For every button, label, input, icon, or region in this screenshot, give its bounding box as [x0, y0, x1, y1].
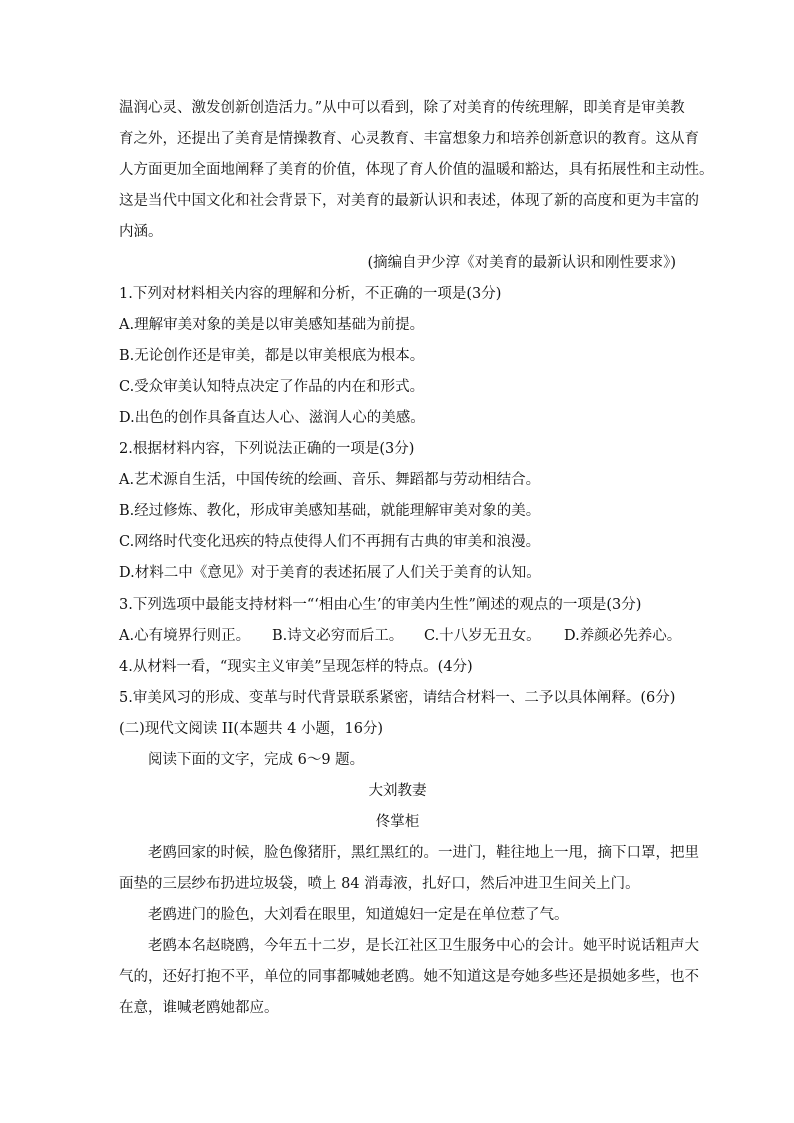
- question-3-option-d: D.养颜必先养心。: [564, 628, 682, 644]
- source-citation: (摘编自尹少淳《对美育的最新认识和刚性要求》): [367, 255, 676, 271]
- paragraph-line: 育之外，还提出了美育是情操教育、心灵教育、丰富想象力和培养创新意识的教育。这从育: [119, 131, 699, 147]
- question-1-stem: 1.下列对材料相关内容的理解和分析，不正确的一项是(3分): [119, 286, 502, 302]
- section-heading: (二)现代文阅读 II(本题共 4 小题，16分): [119, 721, 384, 737]
- story-paragraph-line: 老鸥回家的时候，脸色像猪肝，黑红黑红的。一进门，鞋往地上一甩，摘下口罩，把里: [148, 845, 699, 861]
- question-4-stem: 4.从材料一看，“现实主义审美”呈现怎样的特点。(4分): [119, 659, 473, 675]
- story-title: 大刘教妻: [368, 783, 427, 799]
- question-2-option-a: A.艺术源自生活，中国传统的绘画、音乐、舞蹈都与劳动相结合。: [119, 472, 541, 488]
- story-paragraph-line: 老鸥进门的脸色，大刘看在眼里，知道媳妇一定是在单位惹了气。: [148, 907, 569, 923]
- question-3-option-b: B.诗文必穷而后工。: [272, 628, 404, 644]
- paragraph-line: 内涵。: [119, 224, 163, 240]
- question-1-option-c: C.受众审美认知特点决定了作品的内在和形式。: [119, 379, 425, 395]
- question-2-stem: 2.根据材料内容，下列说法正确的一项是(3分): [119, 441, 415, 457]
- question-3-stem: 3.下列选项中最能支持材料一“‘相由心生’的审美内生性”阐述的观点的一项是(3分): [119, 597, 642, 613]
- story-paragraph-line: 老鸥本名赵晓鸥，今年五十二岁，是长江社区卫生服务中心的会计。她平时说话粗声大: [148, 938, 699, 954]
- paragraph-line: 这是当代中国文化和社会背景下，对美育的最新认识和表述，体现了新的高度和更为丰富的: [119, 193, 699, 209]
- question-1-option-d: D.出色的创作具备直达人心、滋润人心的美感。: [119, 410, 425, 426]
- question-2-option-c: C.网络时代变化迅疾的特点使得人们不再拥有古典的审美和浪漫。: [119, 534, 541, 550]
- question-1-option-a: A.理解审美对象的美是以审美感知基础为前提。: [119, 317, 425, 333]
- question-3-option-c: C.十八岁无丑女。: [424, 628, 541, 644]
- story-author: 佟掌柜: [375, 814, 420, 830]
- question-3-option-a: A.心有境界行则正。: [119, 628, 251, 644]
- question-2-option-d: D.材料二中《意见》对于美育的表述拓展了人们关于美育的认知。: [119, 565, 541, 581]
- story-paragraph-line: 气的，还好打抱不平，单位的同事都喊她老鸥。她不知道这是夸她多些还是损她多些，也不: [119, 969, 699, 985]
- section-instruction: 阅读下面的文字，完成 6～9 题。: [148, 752, 365, 768]
- question-2-option-b: B.经过修炼、教化，形成审美感知基础，就能理解审美对象的美。: [119, 503, 541, 519]
- story-paragraph-line: 在意，谁喊老鸥她都应。: [119, 1000, 279, 1016]
- story-paragraph-line: 面垫的三层纱布扔进垃圾袋，喷上 84 消毒液，扎好口，然后冲进卫生间关上门。: [119, 876, 640, 892]
- paragraph-line: 人方面更加全面地阐释了美育的价值，体现了育人价值的温暖和豁达，具有拓展性和主动性。: [119, 162, 714, 178]
- question-1-option-b: B.无论创作还是审美，都是以审美根底为根本。: [119, 348, 425, 364]
- question-5-stem: 5.审美风习的形成、变革与时代背景联系紧密，请结合材料一、二予以具体阐释。(6分): [119, 690, 676, 706]
- paragraph-line: 温润心灵、激发创新创造活力。”从中可以看到，除了对美育的传统理解，即美育是审美教: [119, 100, 685, 116]
